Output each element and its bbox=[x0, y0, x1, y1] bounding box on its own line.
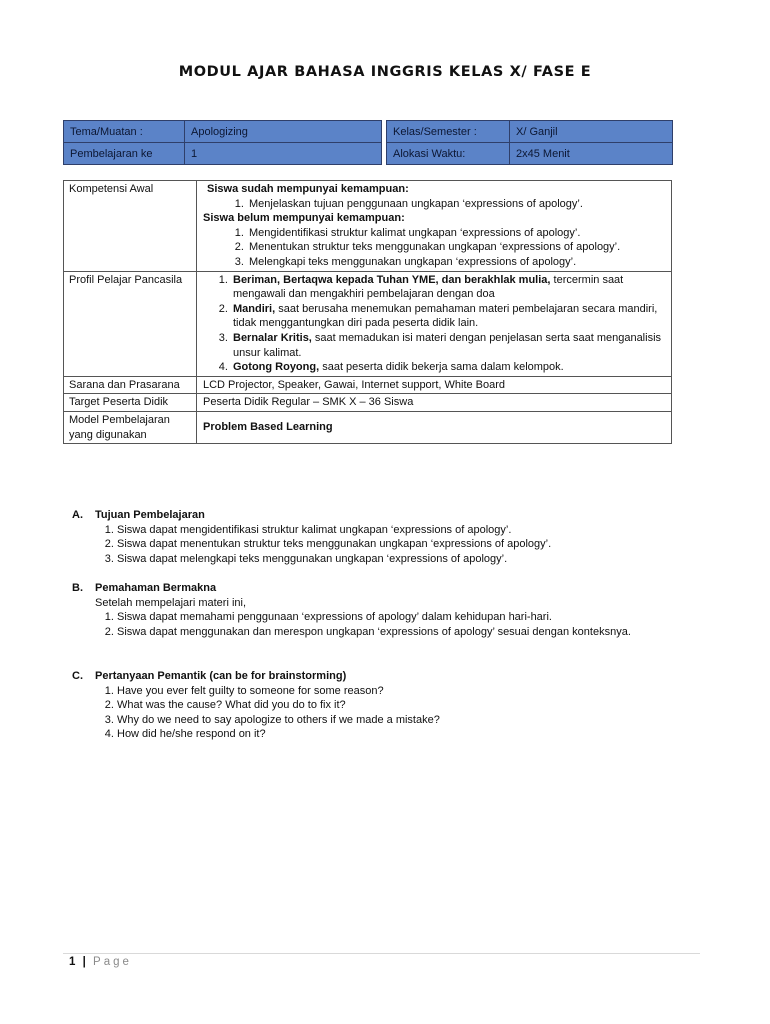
kompetensi-value bbox=[197, 181, 672, 272]
info-table bbox=[63, 180, 672, 444]
header-table-left bbox=[63, 120, 382, 165]
target-value: Peserta Didik Regular – SMK X – 36 Siswa bbox=[197, 394, 672, 412]
belum-list bbox=[203, 226, 665, 270]
header-row bbox=[387, 121, 673, 143]
list-item: 4. How did he/she respond on it? bbox=[117, 727, 700, 742]
list-item: 1. Beriman, Bertaqwa kepada Tuhan YME, dan berakhlak mulia, tercermin saat mengawali dan mengakhiri pembelajaran dengan doa bbox=[231, 273, 665, 302]
list-item: 2. Siswa dapat menggunakan dan merespon ungkapan ‘expressions of apology’ sesuai dengan konteksnya. bbox=[117, 625, 700, 640]
document-title: MODUL AJAR BAHASA INGGRIS KELAS X/ FASE E bbox=[178, 64, 592, 80]
profil-value bbox=[197, 271, 672, 376]
list-item: 1. Siswa dapat memahami penggunaan ‘expressions of apology’ dalam kehidupan hari-hari. bbox=[117, 610, 700, 625]
section-pemahaman bbox=[72, 581, 700, 639]
list-item: 3. Why do we need to say apologize to others if we made a mistake? bbox=[117, 713, 700, 728]
kompetensi-row bbox=[64, 181, 672, 272]
tema-value: Apologizing bbox=[185, 121, 382, 143]
list-item: 3. Siswa dapat melengkapi teks menggunakan ungkapan ‘expressions of apology’. bbox=[117, 552, 700, 567]
profil-row bbox=[64, 271, 672, 376]
list-item: 1. Have you ever felt guilty to someone for some reason? bbox=[117, 684, 700, 699]
list-item: 1. Menjelaskan tujuan penggunaan ungkapan ‘expressions of apology’. bbox=[247, 197, 665, 212]
sarana-value: LCD Projector, Speaker, Gawai, Internet support, White Board bbox=[197, 376, 672, 394]
section-intro: Setelah mempelajari materi ini, bbox=[95, 596, 247, 609]
tujuan-list bbox=[72, 523, 700, 567]
profil-label: Profil Pelajar Pancasila bbox=[64, 271, 197, 376]
section-heading: B. Pemahaman Bermakna bbox=[72, 582, 217, 594]
model-label: Model Pembelajaran yang digunakan bbox=[64, 411, 197, 443]
header-table-right bbox=[386, 120, 673, 165]
section-heading: C. Pertanyaan Pemantik (can be for brainstorming) bbox=[72, 670, 347, 682]
kelas-value: X/ Ganjil bbox=[510, 121, 673, 143]
alokasi-value: 2x45 Menit bbox=[510, 143, 673, 165]
list-item: 3. Melengkapi teks menggunakan ungkapan ‘expressions of apology’. bbox=[247, 255, 665, 270]
list-item: 1. Siswa dapat mengidentifikasi struktur kalimat ungkapan ‘expressions of apology’. bbox=[117, 523, 700, 538]
pembelajaran-label: Pembelajaran ke bbox=[64, 143, 185, 165]
page-footer bbox=[69, 956, 132, 968]
footer-divider bbox=[63, 953, 700, 954]
section-pertanyaan bbox=[72, 669, 700, 742]
alokasi-label: Alokasi Waktu: bbox=[387, 143, 510, 165]
header-row bbox=[64, 121, 382, 143]
sudah-title: Siswa sudah mempunyai kemampuan: bbox=[207, 183, 409, 195]
target-label: Target Peserta Didik bbox=[64, 394, 197, 412]
kompetensi-label: Kompetensi Awal bbox=[64, 181, 197, 272]
pertanyaan-list bbox=[72, 684, 700, 742]
header-row bbox=[387, 143, 673, 165]
list-item: 4. Gotong Royong, saat peserta didik bekerja sama dalam kelompok. bbox=[231, 360, 665, 375]
pembelajaran-value: 1 bbox=[185, 143, 382, 165]
list-item: 2. What was the cause? What did you do to fix it? bbox=[117, 698, 700, 713]
list-item: 1. Mengidentifikasi struktur kalimat ungkapan ‘expressions of apology’. bbox=[247, 226, 665, 241]
list-item: 2. Mandiri, saat berusaha menemukan pemahaman materi pembelajaran secara mandiri, tidak menggantungkan diri pada peserta didik lain. bbox=[231, 302, 665, 331]
model-value: Problem Based Learning bbox=[197, 411, 672, 443]
section-heading: A. Tujuan Pembelajaran bbox=[72, 509, 205, 521]
target-row bbox=[64, 394, 672, 412]
sarana-label: Sarana dan Prasarana bbox=[64, 376, 197, 394]
page-number: 1 bbox=[69, 956, 78, 968]
footer-separator: | bbox=[82, 956, 88, 968]
sudah-list bbox=[203, 197, 665, 212]
list-item: 2. Menentukan struktur teks menggunakan ungkapan ‘expressions of apology’. bbox=[247, 240, 665, 255]
profil-list bbox=[203, 273, 665, 375]
page-word: Page bbox=[93, 956, 132, 968]
header-row bbox=[64, 143, 382, 165]
belum-title: Siswa belum mempunyai kemampuan: bbox=[203, 212, 405, 225]
kelas-label: Kelas/Semester : bbox=[387, 121, 510, 143]
model-row bbox=[64, 411, 672, 443]
list-item: 2. Siswa dapat menentukan struktur teks menggunakan ungkapan ‘expressions of apology’. bbox=[117, 537, 700, 552]
sarana-row bbox=[64, 376, 672, 394]
pemahaman-list bbox=[72, 610, 700, 639]
tema-label: Tema/Muatan : bbox=[64, 121, 185, 143]
list-item: 3. Bernalar Kritis, saat memadukan isi materi dengan penjelasan serta saat menganalisis unsur kalimat. bbox=[231, 331, 665, 360]
section-tujuan bbox=[72, 508, 700, 566]
